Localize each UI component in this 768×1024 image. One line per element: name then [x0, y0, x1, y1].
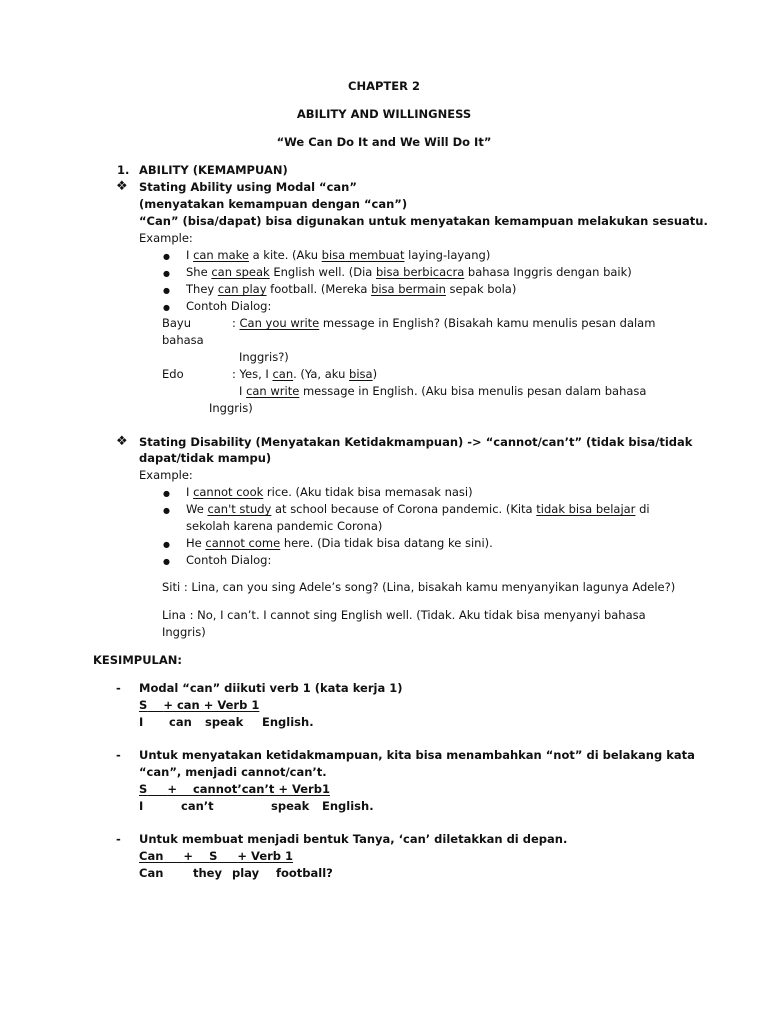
rule-example: English. [262, 715, 314, 729]
dialog-line-wrap: Inggris) [162, 625, 206, 639]
rule-text: Untuk menyatakan ketidakmampuan, kita bisa menambahkan “not” di belakang kata [139, 748, 695, 762]
dialog-line-wrap: bahasa [162, 333, 204, 347]
disability-subhead: Stating Disability (Menyatakan Ketidakmampuan) -> “cannot/can’t” (tidak bisa/tidak [139, 435, 693, 449]
dash-bullet: - [116, 832, 121, 846]
dialog-line-siti: Siti : Lina, can you sing Adele’s song? (Lina, bisakah kamu menyanyikan lagunya Adele?) [162, 580, 676, 594]
rule-example: speak [271, 799, 310, 813]
example-label: Example: [139, 231, 193, 245]
ability-description: “Can” (bisa/dapat) bisa digunakan untuk menyatakan kemampuan melakukan sesuatu. [139, 214, 708, 228]
dialog-line-bayu: : Can you write message in English? (Bisakah kamu menulis pesan dalam [232, 316, 656, 330]
diamond-bullet-icon: ❖ [116, 179, 128, 194]
example-item: ● We can't study at school because of Corona pandemic. (Kita tidak bisa belajar di [186, 502, 650, 517]
dialog-line-lina: Lina : No, I can’t. I cannot sing English well. (Tidak. Aku tidak bisa menyanyi bahasa [162, 608, 646, 622]
rule-example: speak [205, 715, 244, 729]
rule-example: can’t [181, 799, 214, 813]
rule-text-wrap: “can”, menjadi cannot/can’t. [139, 765, 327, 779]
rule-example: Can [139, 866, 164, 880]
section-title: ABILITY (KEMAMPUAN) [139, 163, 288, 177]
example-item: ● They can play football. (Mereka bisa bermain sepak bola) [186, 282, 516, 297]
rule-formula: S + cannot’can’t + Verb1 [139, 782, 330, 796]
dialog-label: ● Contoh Dialog: [186, 299, 271, 314]
rule-example: English. [322, 799, 374, 813]
dash-bullet: - [116, 681, 121, 695]
dialog-line-edo: : Yes, I can. (Ya, aku bisa) [232, 367, 378, 381]
rule-example: I [139, 799, 144, 813]
chapter-title: ABILITY AND WILLINGNESS [296, 107, 472, 121]
dialog-label: ● Contoh Dialog: [186, 553, 271, 568]
ability-subhead: Stating Ability using Modal “can” [139, 180, 357, 194]
rule-text: Untuk membuat menjadi bentuk Tanya, ‘can’ diletakkan di depan. [139, 832, 568, 846]
disability-subhead-wrap: dapat/tidak mampu) [139, 451, 272, 465]
rule-example: play [232, 866, 260, 880]
dialog-line-wrap: Inggris?) [239, 350, 289, 364]
ability-subhead-note: (menyatakan kemampuan dengan “can”) [139, 197, 408, 211]
dialog-line-edo-2: I can write message in English. (Aku bisa menulis pesan dalam bahasa [239, 384, 647, 398]
section-number: 1. [117, 163, 130, 177]
rule-formula: S + can + Verb 1 [139, 698, 260, 712]
chapter-label: CHAPTER 2 [348, 79, 420, 93]
dash-bullet: - [116, 748, 121, 762]
example-label: Example: [139, 468, 193, 482]
rule-example: they [193, 866, 222, 880]
example-item: ● She can speak English well. (Dia bisa berbicacra bahasa Inggris dengan baik) [186, 265, 632, 280]
rule-example: football? [276, 866, 333, 880]
dialog-speaker-bayu: Bayu [162, 316, 192, 330]
conclusion-title: KESIMPULAN: [93, 653, 182, 667]
dialog-line-wrap: Inggris) [209, 401, 253, 415]
rule-example: can [169, 715, 192, 729]
rule-text: Modal “can” diikuti verb 1 (kata kerja 1) [139, 681, 403, 695]
diamond-bullet-icon: ❖ [116, 434, 128, 449]
rule-example: I [139, 715, 144, 729]
example-item-wrap: sekolah karena pandemic Corona) [186, 519, 383, 533]
example-item: ● He cannot come here. (Dia tidak bisa datang ke sini). [186, 536, 493, 551]
example-item: ● I can make a kite. (Aku bisa membuat laying-layang) [186, 248, 490, 263]
example-item: ● I cannot cook rice. (Aku tidak bisa memasak nasi) [186, 485, 473, 500]
dialog-speaker-edo: Edo [162, 367, 184, 381]
chapter-motto: “We Can Do It and We Will Do It” [276, 135, 492, 149]
rule-formula: Can + S + Verb 1 [139, 849, 294, 863]
